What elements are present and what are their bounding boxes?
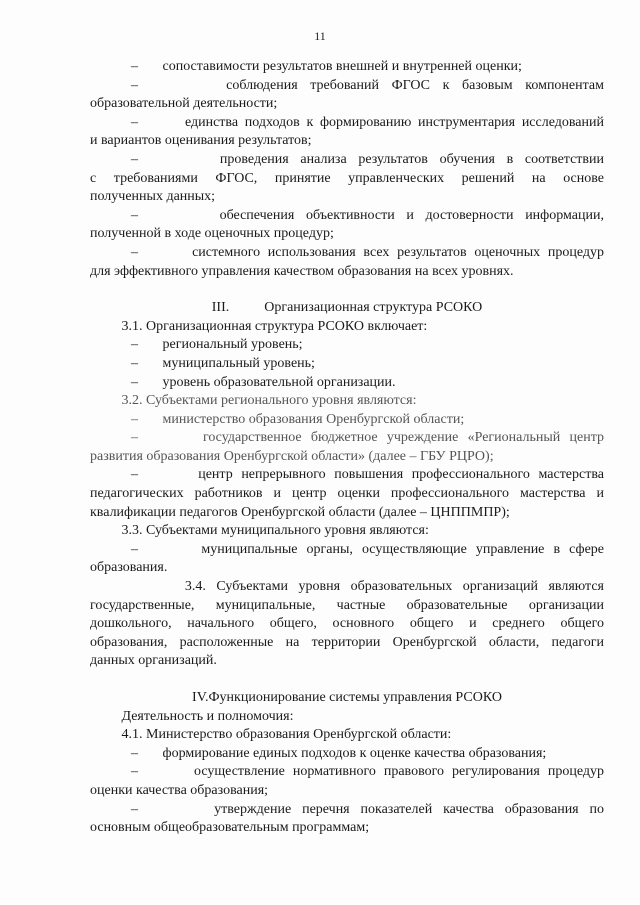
paragraph-3-3: 3.3. Субъектами муниципального уровня являются: [90,523,429,539]
document-body [90,58,604,838]
text-line: для эффективного управления качеством образования на всех уровнях. [90,263,514,279]
list-item: – региональный уровень; [131,337,303,353]
section-gap [90,671,604,689]
list-item: – соблюдения требований ФГОС к базовым компонентам [131,77,604,93]
paragraph-3-1: 3.1. Организационная структура РСОКО включает: [90,318,428,334]
paragraph-3-2: 3.2. Субъектами регионального уровня являются: [90,393,417,409]
list-item: – единства подходов к формированию инструментария исследований [131,114,604,130]
text-line: полученной в ходе оценочных процедур; [90,226,334,242]
list-item: – формирование единых подходов к оценке качества образования; [131,745,547,761]
list-item: – уровень образовательной организации. [131,374,396,390]
text-line: дошкольного, начального общего, основного общего и среднего общего [90,616,604,632]
section-heading-4: IV.Функционирование системы управления РСОКО [192,690,502,705]
list-item: – центр непрерывного повышения профессионального мастерства [131,467,604,483]
list-item: – муниципальные органы, осуществляющие управление в сфере [131,541,604,557]
list-item: – государственное бюджетное учреждение «Региональный центр [131,430,604,446]
list-item: – министерство образования Оренбургской области; [131,411,465,427]
list-item: – осуществление нормативного правового регулирования процедур [131,764,604,780]
text-line: образования, расположенные на территории Оренбургской области, педагоги [90,634,604,650]
list-item: – муниципальный уровень; [131,355,315,371]
text-line: образования. [90,560,168,576]
text-line: полученных данных; [90,189,216,205]
text-line: квалификации педагогов Оренбургской области (далее – ЦНППМПР); [90,504,510,520]
text-line: педагогических работников и центр оценки профессионального мастерства и [90,486,604,502]
text-line: и вариантов оценивания результатов; [90,133,312,149]
section-heading-3: III. Организационная структура РСОКО [211,300,483,316]
list-item: – сопоставимости результатов внешней и внутренней оценки; [131,59,522,74]
subheading: Деятельность и полномочия: [90,708,294,724]
paragraph-4-1: 4.1. Министерство образования Оренбургской области: [90,727,452,743]
text-line: государственные, муниципальные, частные образовательные организации [90,597,604,613]
paragraph-3-4: 3.4. Субъектами уровня образовательных организаций являются [90,579,604,595]
text-line: с требованиями ФГОС, принятие управленческих решений на основе [90,170,604,186]
section-gap [90,281,604,299]
list-item: – утверждение перечня показателей качества образования по [131,801,604,817]
text-line: развития образования Оренбургской области» (далее – ГБУ РЦРО); [90,448,494,464]
list-item: – обеспечения объективности и достоверности информации, [131,207,604,223]
page-number: 11 [314,29,326,43]
text-line: оценки качества образования; [90,782,269,798]
list-item: – проведения анализа результатов обучения в соответствии [131,151,604,167]
text-line: данных организаций. [90,653,217,669]
text-line: образовательной деятельности; [90,96,278,112]
text-line: основным общеобразовательным программам; [90,820,370,836]
list-item: – системного использования всех результатов оценочных процедур [131,244,604,260]
